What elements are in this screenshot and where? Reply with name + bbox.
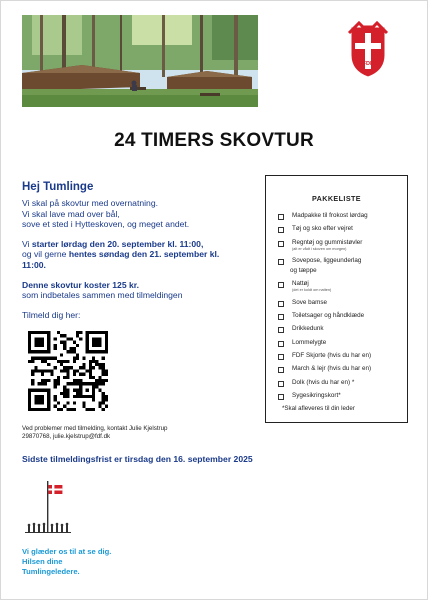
checkbox-icon xyxy=(278,214,284,220)
signup-deadline: Sidste tilmeldingsfrist er tirsdag den 16. september 2025 xyxy=(22,454,253,464)
greeting: Hej Tumlinge xyxy=(22,181,94,193)
closing-line: Tumlingeledere. xyxy=(22,566,80,576)
pickup-line: og vil gerne hentes søndag den 21. september kl. xyxy=(22,249,220,260)
details-column xyxy=(22,198,262,320)
packing-item xyxy=(278,379,401,387)
page-title: 24 TIMERS SKOVTUR xyxy=(114,130,314,151)
closing-line: Vi glæder os til at se dig. xyxy=(22,547,112,556)
cost-line: Denne skovtur koster 125 kr. xyxy=(22,279,140,290)
packing-item xyxy=(278,312,401,320)
packing-item-label: Lommelygte xyxy=(292,338,327,346)
flag-group-illustration xyxy=(23,479,73,539)
packing-note: *Skal afleveres til din leder xyxy=(282,405,355,413)
closing-line: Hilsen dine xyxy=(22,556,63,566)
packing-item-note: (alt er vådt i skoven om morgen) xyxy=(292,246,347,251)
start-line: Vi starter lørdag den 20. september kl. 11:00, xyxy=(22,238,204,249)
checkbox-icon xyxy=(278,367,284,373)
packing-item-label: Sygesikringskort* xyxy=(292,391,341,399)
checkbox-icon xyxy=(278,227,284,233)
checkbox-icon xyxy=(278,301,284,307)
packing-item xyxy=(278,352,401,360)
packing-item xyxy=(278,365,401,373)
signup-label: Tilmeld dig her: xyxy=(22,309,81,320)
packing-item-label: Regntøj og gummistøvler xyxy=(292,238,363,246)
packing-item-label: og tæppe xyxy=(290,267,317,275)
closing-message xyxy=(22,547,111,576)
checkbox-icon xyxy=(278,314,284,320)
intro-line: sove et sted i Hytteskoven, og meget andet. xyxy=(22,219,190,230)
contact-line: Ved problemer med tilmelding, kontakt Julie Kjelstrup xyxy=(22,425,168,432)
packing-list xyxy=(265,175,408,423)
cost-note: som indbetales sammen med tilmeldingen xyxy=(22,290,183,301)
intro-line: Vi skal lave mad over bål, xyxy=(22,208,120,219)
signup-qr-code[interactable] xyxy=(28,331,108,411)
packing-item-label: Tøj og sko efter vejret xyxy=(292,225,353,233)
fdf-logo-text: FDF xyxy=(362,61,374,67)
packing-item-label: Dolk (hvis du har en) * xyxy=(292,378,355,386)
packing-item xyxy=(278,225,401,233)
packing-item xyxy=(278,325,401,333)
intro-line: Vi skal på skovtur med overnatning. xyxy=(22,198,158,208)
packing-item xyxy=(278,267,401,275)
pickup-time: 11:00. xyxy=(22,259,46,270)
packing-item xyxy=(278,339,401,347)
packing-item-label: March & lejr (hvis du har en) xyxy=(292,365,372,373)
checkbox-icon xyxy=(278,327,284,333)
contact-info xyxy=(22,425,167,441)
checkbox-icon xyxy=(278,259,284,265)
packing-list-title: PAKKELISTE xyxy=(312,194,361,203)
packing-item-note: (det er koldt om natten) xyxy=(292,288,332,293)
checkbox-icon xyxy=(278,381,284,387)
packing-item-label: Sovepose, liggeunderlag xyxy=(292,256,362,264)
packing-item xyxy=(278,280,401,293)
contact-line[interactable]: 29870768, julie.kjelstrup@fdf.dk xyxy=(22,433,111,441)
fdf-logo xyxy=(345,21,391,79)
packing-item xyxy=(278,392,401,400)
packing-item-label: Toiletsager og håndklæde xyxy=(292,312,365,320)
forest-shelters-photo xyxy=(22,15,258,107)
packing-item-label: FDF Skjorte (hvis du har en) xyxy=(292,351,372,359)
checkbox-icon xyxy=(278,282,284,288)
packing-item-label: Madpakke til frokost lørdag xyxy=(292,212,368,219)
packing-item-label: Sove bamse xyxy=(292,298,328,306)
packing-item xyxy=(278,212,401,220)
checkbox-icon xyxy=(278,354,284,360)
packing-items xyxy=(266,212,407,400)
packing-item xyxy=(278,257,401,265)
checkbox-icon xyxy=(278,341,284,347)
packing-item-label: Drikkedunk xyxy=(292,325,324,333)
checkbox-icon xyxy=(278,241,284,247)
packing-item-label: Nattøj xyxy=(292,280,309,288)
packing-item xyxy=(278,299,401,307)
packing-item xyxy=(278,239,401,252)
checkbox-icon xyxy=(278,394,284,400)
